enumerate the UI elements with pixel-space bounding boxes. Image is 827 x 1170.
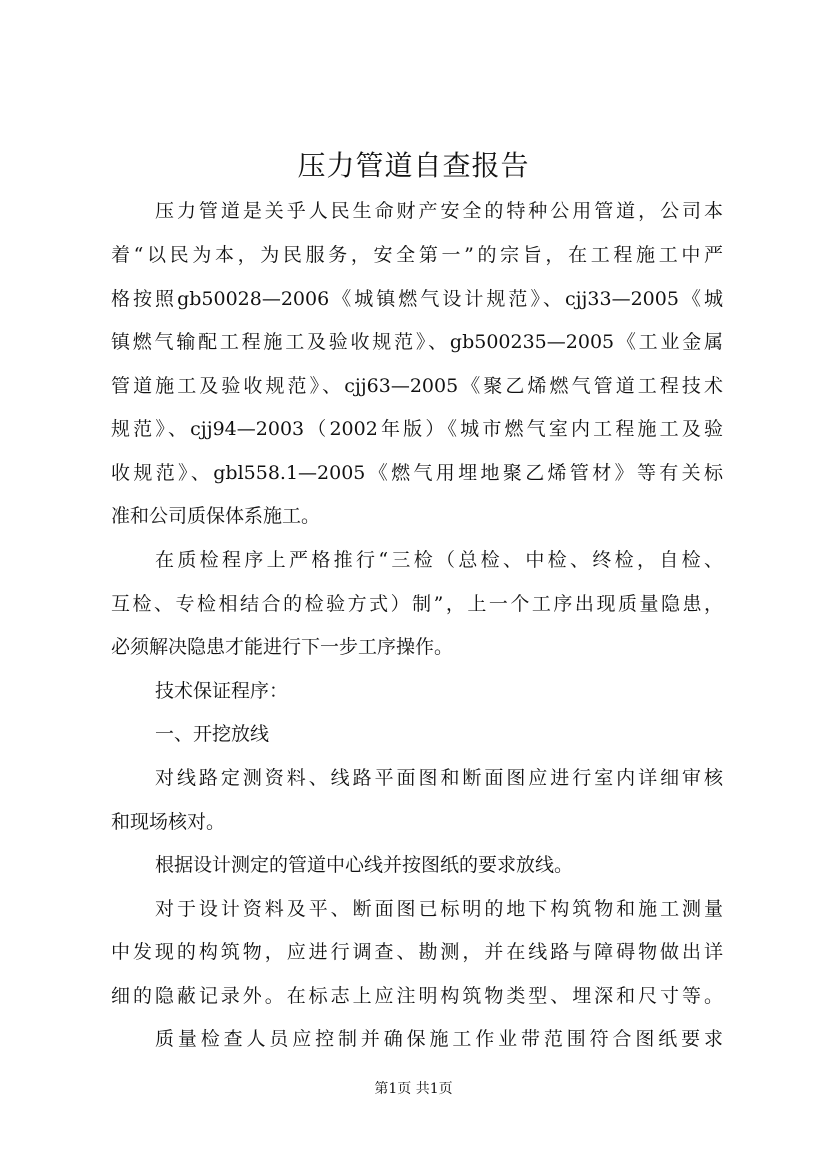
paragraph-line: 必须解决隐患才能进行下一步工序操作。 [111, 636, 454, 658]
paragraph-line: 和现场核对。 [111, 811, 226, 833]
paragraph-line: 对线路定测资料、线路平面图和断面图应进行室内详细审核 [155, 767, 723, 789]
paragraph-line: 规范》、cjj94—2003（2002年版）《城市燃气室内工程施工及验 [111, 418, 723, 440]
paragraph-line: 互检、专检相结合的检验方式）制”，上一个工序出现质量隐患， [111, 593, 723, 615]
paragraph-line: 细的隐蔽记录外。在标志上应注明构筑物类型、埋深和尺寸等。 [111, 985, 723, 1007]
paragraph-line: 在质检程序上严格推行“三检（总检、中检、终检，自检、 [155, 549, 723, 571]
paragraph-line: 质量检查人员应控制并确保施工作业带范围符合图纸要求 [155, 1028, 723, 1050]
page-number-footer: 第1页 共1页 [374, 1081, 453, 1097]
paragraph-line: 管道施工及验收规范》、cjj63—2005《聚乙烯燃气管道工程技术 [111, 375, 723, 397]
paragraph-line: 根据设计测定的管道中心线并按图纸的要求放线。 [155, 854, 574, 876]
section-heading: 一、开挖放线 [155, 723, 270, 745]
paragraph-line: 着“以民为本，为民服务，安全第一”的宗旨，在工程施工中严 [111, 244, 723, 266]
paragraph-line: 准和公司质保体系施工。 [111, 505, 321, 527]
paragraph-line: 格按照gb50028—2006《城镇燃气设计规范》、cjj33—2005《城 [111, 288, 723, 310]
paragraph-line: 镇燃气输配工程施工及验收规范》、gb500235—2005《工业金属 [111, 331, 723, 353]
paragraph-line: 对于设计资料及平、断面图已标明的地下构筑物和施工测量 [155, 898, 723, 920]
document-title: 压力管道自查报告 [297, 149, 530, 182]
paragraph-line: 中发现的构筑物，应进行调查、勘测，并在线路与障碍物做出详 [111, 941, 723, 963]
section-heading: 技术保证程序： [155, 680, 289, 702]
paragraph-line: 压力管道是关乎人民生命财产安全的特种公用管道，公司本 [155, 200, 723, 222]
paragraph-line: 收规范》、gbl558.1—2005《燃气用埋地聚乙烯管材》等有关标 [111, 462, 723, 484]
